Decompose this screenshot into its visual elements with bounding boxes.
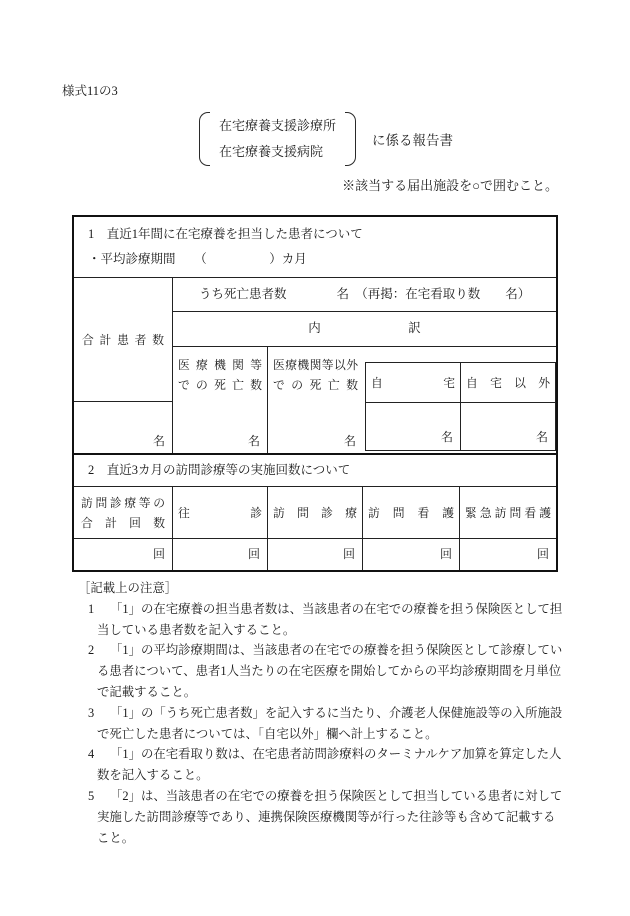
col-medical-line2: での死亡数 bbox=[178, 377, 262, 392]
note-item bbox=[88, 744, 570, 786]
entry-cell-total-visits bbox=[74, 539, 173, 570]
col-nonmedical-line2: での死亡数 bbox=[273, 377, 358, 392]
col-nonmedical-line1: 医療機関等以外 bbox=[273, 357, 358, 372]
unit-label: 名 bbox=[440, 430, 453, 444]
entry-cell-visiting-nursing bbox=[363, 539, 460, 570]
note-line: 実施した訪問診療等であり、連携保険医療機関等が行った往診等も含めて記載する bbox=[97, 809, 556, 824]
unit-label: 回 bbox=[247, 547, 260, 561]
col-non-home-label: 自宅以外 bbox=[466, 375, 550, 390]
note-line: こと。 bbox=[97, 830, 135, 845]
unit-label: 名 bbox=[343, 434, 356, 448]
col-home-label: 自宅 bbox=[371, 375, 455, 390]
note-line: 当している患者数を記入すること。 bbox=[97, 622, 296, 637]
entry-cell-non-home-death bbox=[461, 403, 555, 450]
note-number: 1 bbox=[88, 601, 95, 616]
col-emergency-nursing-label: 緊急訪問看護 bbox=[465, 505, 551, 520]
note-line: る患者について、患者1人当たりの在宅医療を開始してからの平均診療期間を月単位 bbox=[97, 664, 562, 679]
col-home-visit-label: 訪問診療 bbox=[273, 505, 357, 520]
col-visiting-nursing-label: 訪問看護 bbox=[368, 505, 454, 520]
facility-options bbox=[210, 113, 345, 165]
col-total-line2: 合計回数 bbox=[81, 515, 165, 530]
note-number: 5 bbox=[88, 788, 95, 803]
col-header-nonmedical-death bbox=[268, 347, 363, 402]
entry-cell-house-call bbox=[173, 539, 268, 570]
note-line: 「1」の在宅療養の担当患者数は、当該患者の在宅での療養を担う保険医として担 bbox=[110, 601, 563, 616]
note-text bbox=[97, 703, 570, 745]
unit-label: 名 bbox=[152, 434, 165, 448]
bracket-right-icon bbox=[345, 112, 356, 166]
report-title-suffix: に係る報告書 bbox=[372, 133, 454, 148]
facility-option-clinic: 在宅療養支援診療所 bbox=[219, 118, 337, 133]
unit-label: 名 bbox=[247, 434, 260, 448]
notes-section bbox=[62, 578, 570, 848]
home-breakdown-box bbox=[365, 362, 556, 451]
note-line: 数を記入すること。 bbox=[97, 768, 209, 783]
entry-cell-nonmedical-death bbox=[268, 402, 363, 455]
note-line: で記載すること。 bbox=[97, 684, 197, 699]
note-line: 「1」の「うち死亡患者数」を記入するに当たり、介護老人保健施設等の入所施設 bbox=[110, 705, 563, 720]
form-number: 様式11の3 bbox=[62, 84, 118, 98]
entry-cell-home-visit bbox=[268, 539, 363, 570]
note-item bbox=[88, 786, 570, 848]
note-line: 「1」の平均診療期間は、当該患者の在宅での療養を担う保険医として診療してい bbox=[110, 643, 563, 658]
unit-label: 回 bbox=[536, 547, 549, 561]
col-header-emergency-nursing bbox=[460, 487, 556, 539]
note-line: で死亡した患者については、「自宅以外」欄へ計上すること。 bbox=[97, 726, 438, 741]
unit-label: 名 bbox=[535, 430, 548, 444]
section1-heading-row bbox=[74, 217, 556, 278]
section2-heading: 2 直近3カ月の訪問診療等の実施回数について bbox=[88, 462, 351, 477]
note-text bbox=[97, 599, 570, 641]
note-text bbox=[97, 786, 570, 848]
note-item bbox=[88, 703, 570, 745]
col-total-line1: 訪問診療等の bbox=[81, 495, 165, 510]
col-header-visiting-nursing bbox=[363, 487, 460, 539]
breakdown-header-row bbox=[173, 312, 556, 347]
section1-heading: 1 直近1年間に在宅療養を担当した患者について bbox=[88, 226, 363, 241]
section2-heading-row bbox=[74, 455, 556, 487]
entry-cell-home-death bbox=[366, 403, 461, 450]
entry-cell-emergency-nursing bbox=[460, 539, 556, 570]
note-text bbox=[97, 640, 570, 702]
breakdown-label: 内 訳 bbox=[308, 321, 421, 336]
col-medical-line1: 医療機関等 bbox=[178, 357, 262, 372]
entry-cell-medical-death bbox=[173, 402, 268, 455]
deaths-summary: うち死亡患者数 名 （再掲：在宅看取り数 名） bbox=[199, 286, 531, 301]
note-number: 4 bbox=[88, 747, 95, 762]
section1-avg-period: ・平均診療期間 （ ）カ月 bbox=[88, 251, 307, 266]
facility-option-hospital: 在宅療養支援病院 bbox=[219, 144, 324, 159]
notes-heading: ［記載上の注意］ bbox=[78, 581, 178, 595]
unit-label: 回 bbox=[342, 547, 355, 561]
report-table bbox=[72, 215, 558, 572]
col-house-call-label: 往診 bbox=[178, 505, 262, 520]
deaths-summary-row bbox=[173, 278, 556, 312]
unit-label: 回 bbox=[439, 547, 452, 561]
note-number: 3 bbox=[88, 705, 95, 720]
note-item bbox=[88, 599, 570, 641]
col-header-home bbox=[366, 363, 461, 403]
note-item bbox=[88, 640, 570, 702]
col-header-total-visits bbox=[74, 487, 173, 539]
report-title bbox=[199, 112, 453, 166]
col-header-medical-death bbox=[173, 347, 268, 402]
note-number: 2 bbox=[88, 643, 95, 658]
col-header-non-home bbox=[461, 363, 555, 403]
col-header-house-call bbox=[173, 487, 268, 539]
circle-instruction: ※該当する届出施設を○で囲むこと。 bbox=[342, 178, 558, 193]
unit-label: 回 bbox=[152, 547, 165, 561]
total-patients-label: 合計患者数 bbox=[82, 332, 164, 347]
entry-cell-total-patients bbox=[74, 402, 173, 455]
note-line: 「2」は、当該患者の在宅での療養を担う保険医として担当している患者に対して bbox=[110, 788, 563, 803]
total-patients-header bbox=[74, 278, 173, 402]
bracket-left-icon bbox=[199, 112, 210, 166]
note-text bbox=[97, 744, 570, 786]
note-line: 「1」の在宅看取り数は、在宅患者訪問診療料のターミナルケア加算を算定した人 bbox=[110, 747, 562, 762]
col-header-home-visit bbox=[268, 487, 363, 539]
